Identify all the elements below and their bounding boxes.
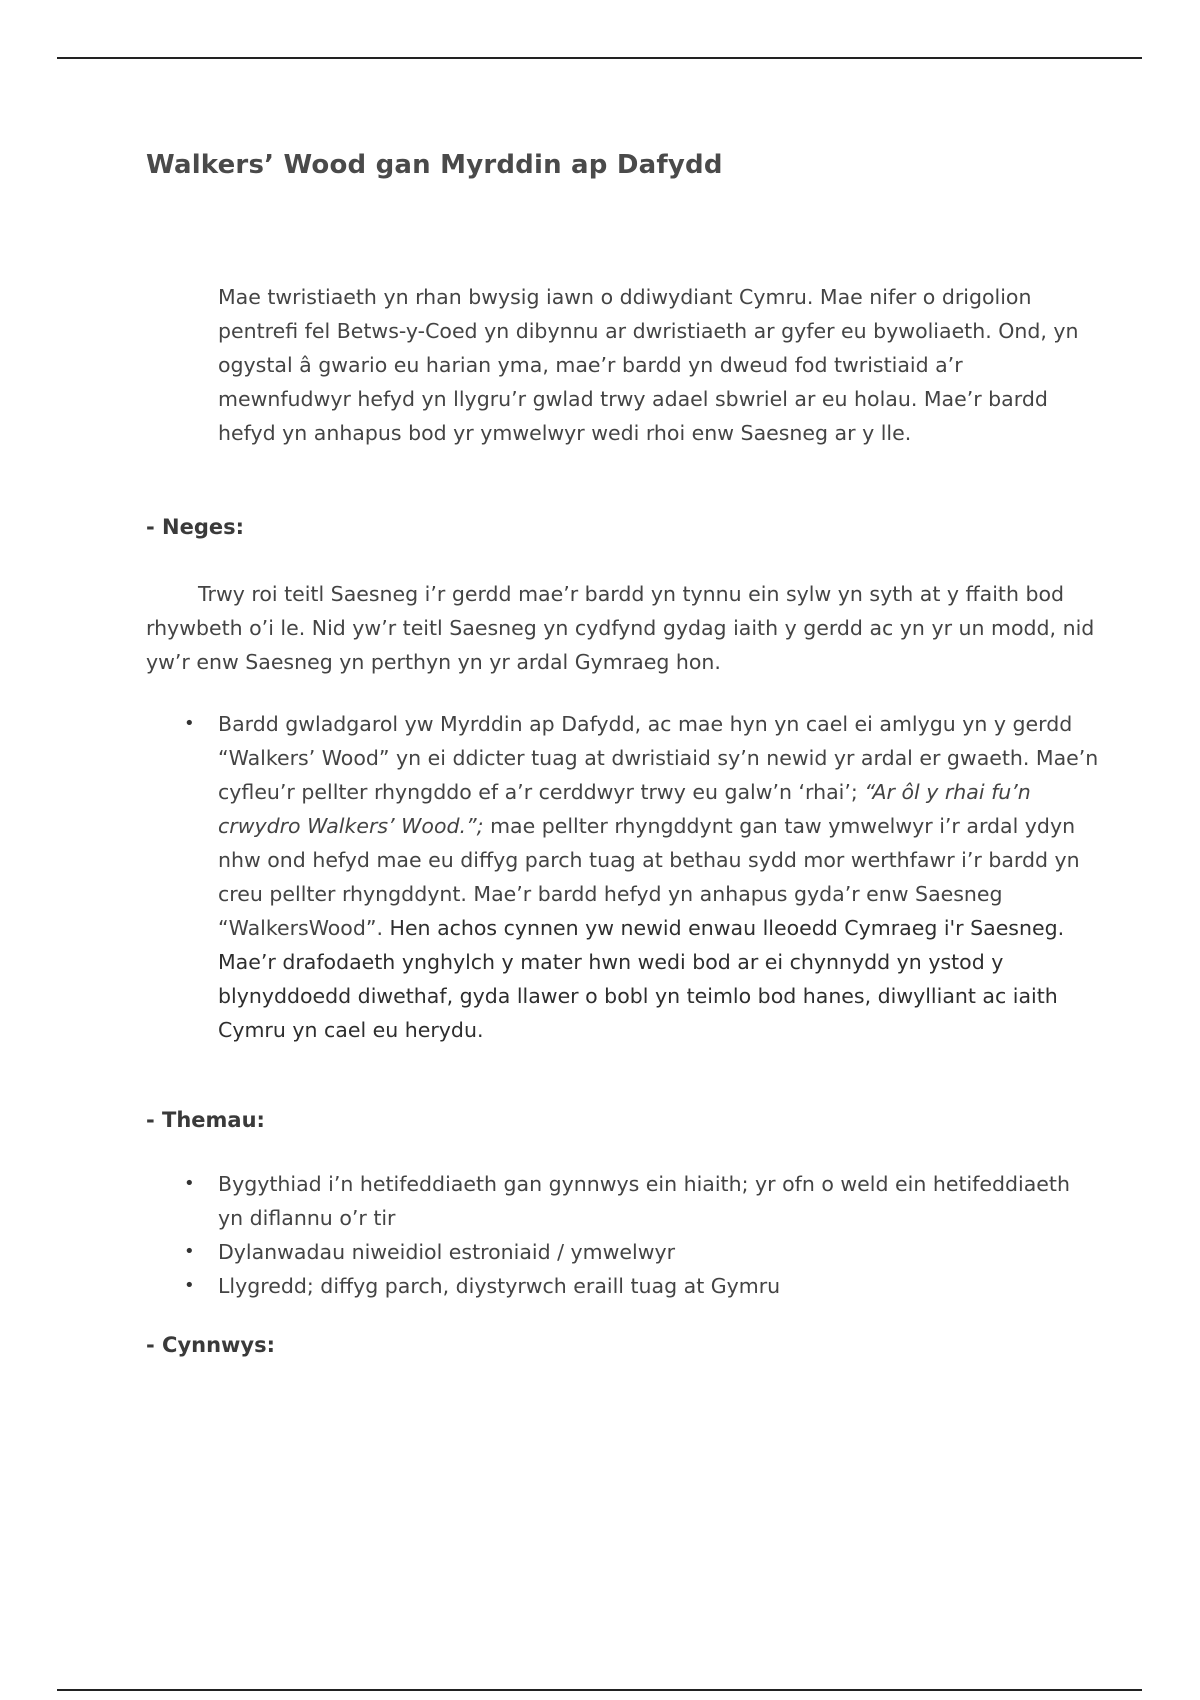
heading-neges: - Neges: — [146, 515, 245, 539]
discussion-text-part1: Bardd gwladgarol yw Myrddin ap Dafydd, ac mae hyn yn cael ei amlygu yn y gerdd “Walkers’ Wood” yn ei ddicter tuag at dwristiaid sy’n newid yr ardal er gwaeth. Mae’n cyfleu’r pellter rhyngddo ef a’r cerddwyr trwy eu galw’n ‘rhai’; — [218, 712, 1099, 804]
discussion-list — [180, 707, 1100, 1047]
bottom-rule — [57, 1689, 1142, 1691]
bullet-icon: • — [184, 1275, 195, 1296]
theme-text: Llygredd; diffyg parch, diystyrwch eraill tuag at Gymru — [218, 1274, 781, 1298]
theme-text: Bygythiad i’n hetifeddiaeth gan gynnwys ein hiaith; yr ofn o weld ein hetifeddiaeth yn diflannu o’r tir — [218, 1172, 1070, 1230]
neges-paragraph: Trwy roi teitl Saesneg i’r gerdd mae’r bardd yn tynnu ein sylw yn syth at y ffaith bod rhywbeth o’i le. Nid yw’r teitl Saesneg yn cydfynd gydag iaith y gerdd ac yn yr un modd, nid yw’r enw Saesneg yn perthyn yn yr ardal Gymraeg hon. — [146, 582, 1095, 674]
bullet-icon: • — [184, 713, 195, 734]
list-item — [180, 1235, 1100, 1269]
intro-paragraph: Mae twristiaeth yn rhan bwysig iawn o ddiwydiant Cymru. Mae nifer o drigolion pentrefi fel Betws-y-Coed yn dibynnu ar dwristiaeth ar gyfer eu bywoliaeth. Ond, yn ogystal â gwario eu harian yma, mae’r bardd yn dweud fod twristiaid a’r mewnfudwyr hefyd yn llygru’r gwlad trwy adael sbwriel ar eu holau. Mae’r bardd hefyd yn anhapus bod yr ymwelwyr wedi rhoi enw Saesneg ar y lle. — [218, 285, 1079, 445]
list-item — [180, 707, 1100, 1047]
top-rule — [57, 57, 1142, 59]
bullet-icon: • — [184, 1173, 195, 1194]
discussion-text-part2: mae pellter rhyngddynt gan taw ymwelwyr i’r ardal ydyn nhw ond hefyd mae eu diffyg parch tuag at bethau sydd mor werthfawr i’r bardd yn creu pellter rhyngddynt. Mae’r bardd hefyd yn anhapus gyda’r enw Saesneg “WalkersWood”. — [218, 814, 1080, 940]
poem-quote: “Ar ôl y rhai fu’n crwydro Walkers’ Wood.”; — [218, 780, 1031, 838]
page-title: Walkers’ Wood gan Myrddin ap Dafydd — [146, 150, 723, 180]
themes-list — [180, 1167, 1100, 1303]
heading-cynnwys: - Cynnwys: — [146, 1333, 276, 1357]
list-item — [180, 1269, 1100, 1303]
theme-text: Dylanwadau niweidiol estroniaid / ymwelwyr — [218, 1240, 676, 1264]
heading-themau: - Themau: — [146, 1108, 265, 1132]
list-item — [180, 1167, 1100, 1235]
discussion-text-part3: Hen achos cynnen yw newid enwau lleoedd Cymraeg i'r Saesneg. Mae’r drafodaeth ynghylch y mater hwn wedi bod ar ei chynnydd yn ystod y blynyddoedd diwethaf, gyda llawer o bobl yn teimlo bod hanes, diwylliant ac iaith Cymru yn cael eu herydu. — [218, 916, 1065, 1042]
bullet-icon: • — [184, 1241, 195, 1262]
